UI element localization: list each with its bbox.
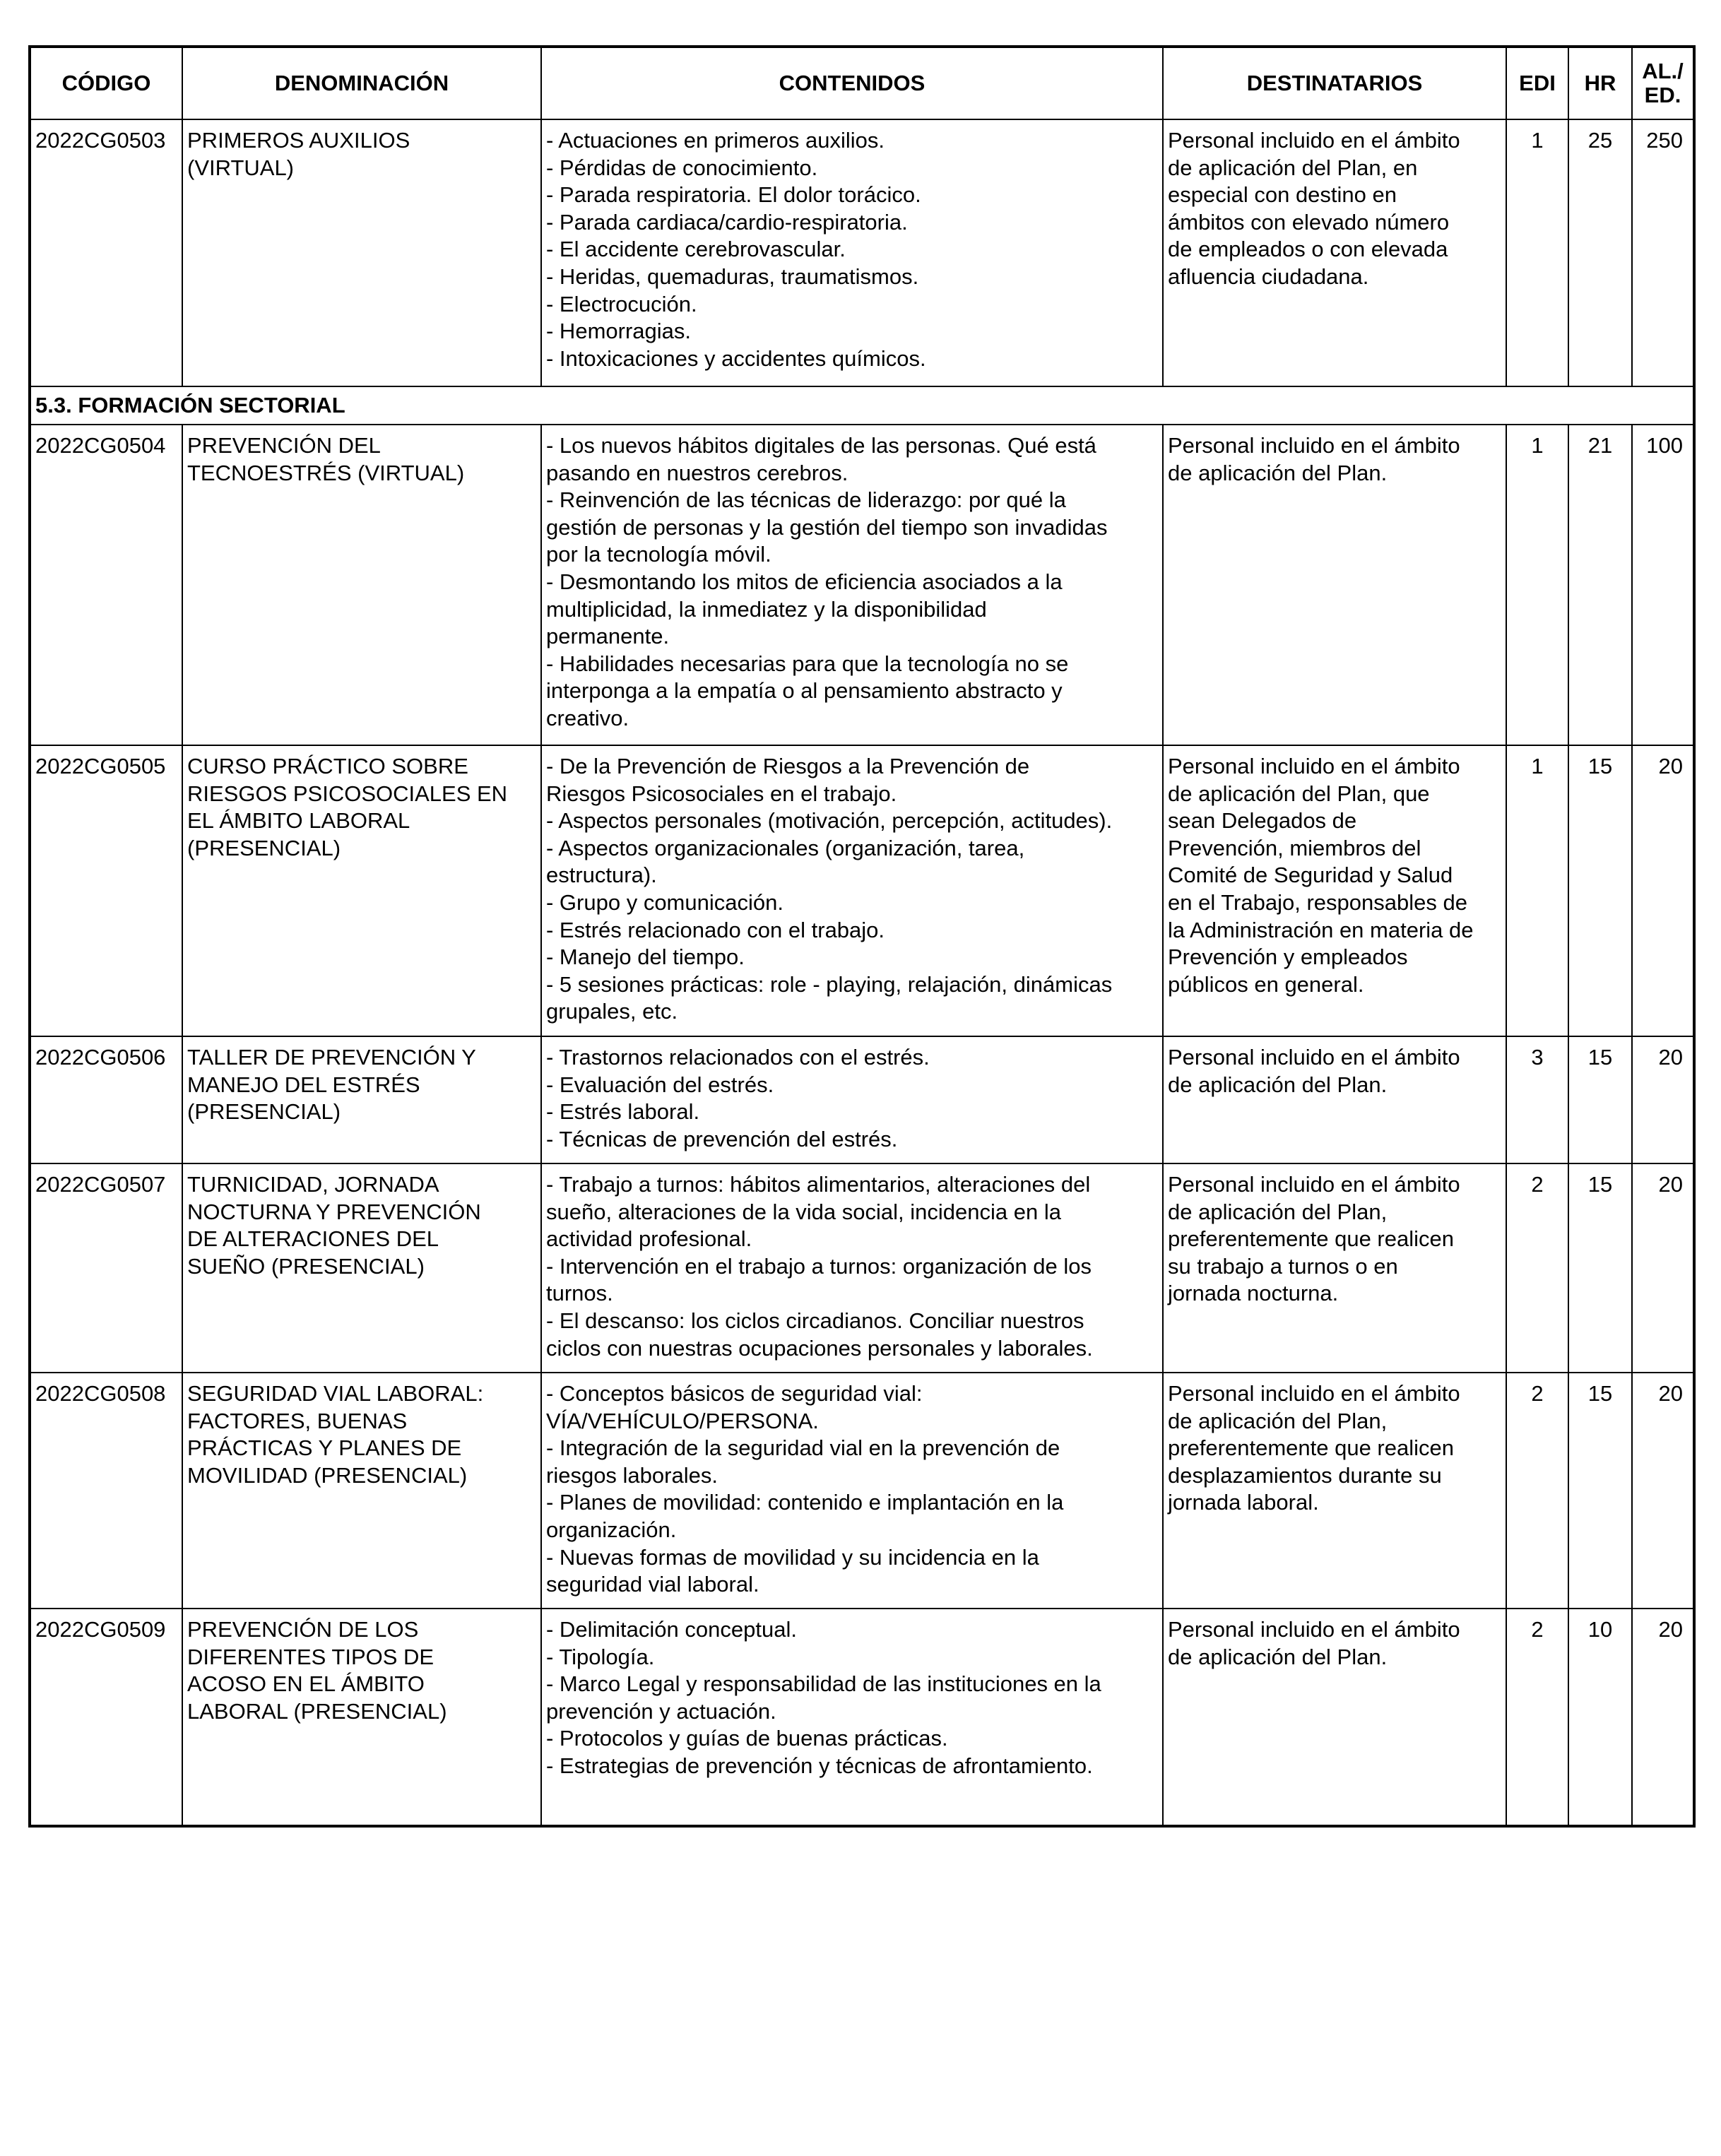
table-row: [30, 119, 1694, 386]
text-line: - Reinvención de las técnicas de liderazgo: por qué la: [546, 487, 1066, 513]
text-line: gestión de personas y la gestión del tiempo son invadidas: [546, 514, 1108, 540]
text-line: Personal incluido en el ámbito: [1168, 1045, 1460, 1070]
text-line: - Intervención en el trabajo a turnos: organización de los: [546, 1253, 1092, 1279]
header-hr: HR: [1568, 47, 1632, 119]
cell-hr: 21: [1568, 425, 1632, 745]
text-line: - Aspectos organizacionales (organización, tarea,: [546, 835, 1025, 860]
text-line: de aplicación del Plan, que: [1168, 781, 1430, 806]
text-line: Riesgos Psicosociales en el trabajo.: [546, 781, 897, 806]
text-line: Personal incluido en el ámbito: [1168, 1617, 1460, 1642]
cell-al-ed: 20: [1632, 1036, 1694, 1163]
text-line: interponga a la empatía o al pensamiento abstracto y: [546, 678, 1063, 704]
cell-contenidos: [541, 119, 1163, 386]
cell-contenidos: [541, 1163, 1163, 1373]
text-line: - Delimitación conceptual.: [546, 1617, 797, 1642]
table-row: [30, 1373, 1694, 1609]
cell-al-ed: 20: [1632, 1163, 1694, 1373]
text-line: - Marco Legal y responsabilidad de las instituciones en la: [546, 1671, 1101, 1697]
text-line: SEGURIDAD VIAL LABORAL:: [187, 1381, 484, 1406]
text-line: PREVENCIÓN DEL: [187, 433, 381, 458]
text-line: Personal incluido en el ámbito: [1168, 128, 1460, 153]
table-row: [30, 425, 1694, 745]
text-line: - Parada cardiaca/cardio-respiratoria.: [546, 209, 908, 235]
text-line: riesgos laborales.: [546, 1462, 718, 1488]
text-line: de aplicación del Plan,: [1168, 1408, 1388, 1433]
cell-denominacion: [182, 745, 541, 1036]
cell-edi: 2: [1506, 1163, 1568, 1373]
text-line: - Heridas, quemaduras, traumatismos.: [546, 263, 919, 289]
text-line: TALLER DE PREVENCIÓN Y: [187, 1045, 476, 1070]
text-line: PRIMEROS AUXILIOS: [187, 128, 410, 153]
text-line: por la tecnología móvil.: [546, 542, 771, 567]
cell-contenidos: [541, 425, 1163, 745]
header-row: [30, 47, 1694, 119]
text-line: preferentemente que realicen: [1168, 1226, 1454, 1252]
cell-destinatarios: [1163, 1163, 1506, 1373]
text-line: de aplicación del Plan.: [1168, 1072, 1388, 1097]
text-line: MOVILIDAD (PRESENCIAL): [187, 1462, 468, 1488]
text-line: su trabajo a turnos o en: [1168, 1253, 1398, 1279]
text-line: - Parada respiratoria. El dolor torácico.: [546, 182, 921, 208]
text-line: - Conceptos básicos de seguridad vial:: [546, 1381, 923, 1406]
header-al-ed: [1632, 47, 1694, 119]
cell-contenidos: [541, 1036, 1163, 1163]
text-line: (PRESENCIAL): [187, 835, 341, 860]
cell-destinatarios: [1163, 1373, 1506, 1609]
text-line: de empleados o con elevada: [1168, 237, 1448, 262]
cell-codigo: 2022CG0504: [30, 425, 182, 745]
text-line: jornada nocturna.: [1168, 1281, 1339, 1306]
text-line: (PRESENCIAL): [187, 1099, 341, 1125]
cell-edi: 2: [1506, 1373, 1568, 1609]
section-title: 5.3. FORMACIÓN SECTORIAL: [30, 386, 1694, 425]
cell-hr: 15: [1568, 745, 1632, 1036]
text-line: LABORAL (PRESENCIAL): [187, 1698, 447, 1724]
text-line: de aplicación del Plan.: [1168, 460, 1388, 485]
cell-al-ed: 250: [1632, 119, 1694, 386]
text-line: CURSO PRÁCTICO SOBRE: [187, 754, 468, 778]
cell-codigo: 2022CG0503: [30, 119, 182, 386]
cell-hr: 15: [1568, 1036, 1632, 1163]
text-line: de aplicación del Plan,: [1168, 1199, 1388, 1224]
text-line: Personal incluido en el ámbito: [1168, 754, 1460, 778]
text-line: creativo.: [546, 705, 629, 730]
text-line: ACOSO EN EL ÁMBITO: [187, 1671, 425, 1697]
header-codigo: CÓDIGO: [30, 47, 182, 119]
text-line: - Pérdidas de conocimiento.: [546, 155, 818, 180]
cell-edi: 1: [1506, 745, 1568, 1036]
cell-codigo: 2022CG0505: [30, 745, 182, 1036]
text-line: permanente.: [546, 624, 670, 649]
cell-destinatarios: [1163, 1036, 1506, 1163]
cell-destinatarios: [1163, 119, 1506, 386]
cell-denominacion: [182, 1036, 541, 1163]
text-line: - Técnicas de prevención del estrés.: [546, 1126, 898, 1151]
text-line: sueño, alteraciones de la vida social, incidencia en la: [546, 1199, 1061, 1224]
text-line: - El accidente cerebrovascular.: [546, 237, 846, 262]
cell-destinatarios: [1163, 425, 1506, 745]
text-line: PREVENCIÓN DE LOS: [187, 1617, 419, 1642]
cell-contenidos: [541, 1373, 1163, 1609]
text-line: - Protocolos y guías de buenas prácticas.: [546, 1726, 948, 1751]
courses-table: [28, 45, 1696, 1828]
text-line: organización.: [546, 1517, 677, 1542]
text-line: grupales, etc.: [546, 999, 678, 1024]
header-contenidos: CONTENIDOS: [541, 47, 1163, 119]
cell-codigo: 2022CG0509: [30, 1609, 182, 1826]
cell-denominacion: [182, 119, 541, 386]
cell-edi: 1: [1506, 119, 1568, 386]
text-line: Personal incluido en el ámbito: [1168, 1172, 1460, 1197]
cell-al-ed: 20: [1632, 1373, 1694, 1609]
text-line: TECNOESTRÉS (VIRTUAL): [187, 460, 465, 485]
text-line: SUEÑO (PRESENCIAL): [187, 1253, 425, 1279]
text-line: FACTORES, BUENAS: [187, 1408, 408, 1433]
cell-codigo: 2022CG0506: [30, 1036, 182, 1163]
cell-denominacion: [182, 1373, 541, 1609]
text-line: MANEJO DEL ESTRÉS: [187, 1072, 420, 1097]
text-line: Prevención, miembros del: [1168, 835, 1421, 860]
text-line: actividad profesional.: [546, 1226, 752, 1252]
text-line: jornada laboral.: [1168, 1490, 1319, 1515]
cell-hr: 15: [1568, 1163, 1632, 1373]
text-line: desplazamientos durante su: [1168, 1462, 1442, 1488]
text-line: especial con destino en: [1168, 182, 1397, 208]
cell-destinatarios: [1163, 1609, 1506, 1826]
cell-edi: 3: [1506, 1036, 1568, 1163]
text-line: - Desmontando los mitos de eficiencia asociados a la: [546, 569, 1063, 594]
cell-denominacion: [182, 1163, 541, 1373]
text-line: de aplicación del Plan, en: [1168, 155, 1418, 180]
text-line: estructura).: [546, 863, 657, 888]
cell-hr: 25: [1568, 119, 1632, 386]
text-line: DE ALTERACIONES DEL: [187, 1226, 439, 1252]
text-line: - 5 sesiones prácticas: role - playing, relajación, dinámicas: [546, 971, 1113, 997]
text-line: - De la Prevención de Riesgos a la Prevención de: [546, 754, 1030, 778]
text-line: - Los nuevos hábitos digitales de las personas. Qué está: [546, 433, 1096, 458]
text-line: DIFERENTES TIPOS DE: [187, 1644, 434, 1669]
text-line: - Estrategias de prevención y técnicas de afrontamiento.: [546, 1753, 1093, 1778]
cell-edi: 1: [1506, 425, 1568, 745]
text-line: preferentemente que realicen: [1168, 1435, 1454, 1461]
header-destinatarios: DESTINATARIOS: [1163, 47, 1506, 119]
text-line: NOCTURNA Y PREVENCIÓN: [187, 1199, 481, 1224]
text-line: públicos en general.: [1168, 971, 1364, 997]
text-line: ámbitos con elevado número: [1168, 209, 1450, 235]
text-line: PRÁCTICAS Y PLANES DE: [187, 1435, 462, 1461]
cell-al-ed: 20: [1632, 745, 1694, 1036]
text-line: Personal incluido en el ámbito: [1168, 1381, 1460, 1406]
text-line: afluencia ciudadana.: [1168, 263, 1369, 289]
cell-destinatarios: [1163, 745, 1506, 1036]
text-line: - Trastornos relacionados con el estrés.: [546, 1045, 930, 1070]
text-line: - Trabajo a turnos: hábitos alimentarios, alteraciones del: [546, 1172, 1091, 1197]
text-line: Personal incluido en el ámbito: [1168, 433, 1460, 458]
text-line: - El descanso: los ciclos circadianos. Conciliar nuestros: [546, 1308, 1084, 1333]
text-line: - Grupo y comunicación.: [546, 889, 783, 915]
header-denominacion: DENOMINACIÓN: [182, 47, 541, 119]
table-row: [30, 1163, 1694, 1373]
table-row: [30, 1036, 1694, 1163]
text-line: sean Delegados de: [1168, 808, 1357, 834]
text-line: - Habilidades necesarias para que la tecnología no se: [546, 651, 1069, 676]
text-line: la Administración en materia de: [1168, 917, 1474, 942]
text-line: prevención y actuación.: [546, 1698, 776, 1724]
text-line: - Hemorragias.: [546, 319, 691, 344]
cell-contenidos: [541, 1609, 1163, 1826]
cell-hr: 15: [1568, 1373, 1632, 1609]
cell-hr: 10: [1568, 1609, 1632, 1826]
text-line: - Manejo del tiempo.: [546, 944, 745, 970]
cell-contenidos: [541, 745, 1163, 1036]
text-line: Prevención y empleados: [1168, 944, 1408, 970]
text-line: EL ÁMBITO LABORAL: [187, 808, 410, 834]
text-line: - Integración de la seguridad vial en la prevención de: [546, 1435, 1060, 1461]
text-line: - Nuevas formas de movilidad y su incidencia en la: [546, 1544, 1039, 1570]
table-row: [30, 1609, 1694, 1826]
text-line: - Electrocución.: [546, 291, 697, 316]
text-line: ciclos con nuestras ocupaciones personales y laborales.: [546, 1335, 1093, 1361]
text-line: en el Trabajo, responsables de: [1168, 889, 1467, 915]
text-line: Comité de Seguridad y Salud: [1168, 863, 1453, 888]
cell-codigo: 2022CG0508: [30, 1373, 182, 1609]
text-line: - Planes de movilidad: contenido e implantación en la: [546, 1490, 1064, 1515]
text-line: TURNICIDAD, JORNADA: [187, 1172, 439, 1197]
text-line: - Estrés relacionado con el trabajo.: [546, 917, 885, 942]
text-line: pasando en nuestros cerebros.: [546, 460, 848, 485]
text-line: multiplicidad, la inmediatez y la disponibilidad: [546, 596, 987, 622]
table-row: [30, 745, 1694, 1036]
cell-denominacion: [182, 425, 541, 745]
text-line: - Evaluación del estrés.: [546, 1072, 774, 1097]
text-line: - Actuaciones en primeros auxilios.: [546, 128, 885, 153]
section-row: [30, 386, 1694, 425]
text-line: RIESGOS PSICOSOCIALES EN: [187, 781, 508, 806]
cell-al-ed: 100: [1632, 425, 1694, 745]
cell-codigo: 2022CG0507: [30, 1163, 182, 1373]
text-line: - Estrés laboral.: [546, 1099, 700, 1125]
text-line: - Tipología.: [546, 1644, 655, 1669]
header-edi: EDI: [1506, 47, 1568, 119]
text-line: ED.: [1644, 83, 1681, 107]
cell-denominacion: [182, 1609, 541, 1826]
text-line: - Aspectos personales (motivación, percepción, actitudes).: [546, 808, 1113, 834]
text-line: AL./: [1642, 59, 1684, 83]
text-line: VÍA/VEHÍCULO/PERSONA.: [546, 1408, 819, 1433]
text-line: de aplicación del Plan.: [1168, 1644, 1388, 1669]
cell-al-ed: 20: [1632, 1609, 1694, 1826]
text-line: turnos.: [546, 1281, 613, 1306]
text-line: (VIRTUAL): [187, 155, 295, 180]
text-line: seguridad vial laboral.: [546, 1572, 759, 1597]
text-line: - Intoxicaciones y accidentes químicos.: [546, 345, 926, 371]
cell-edi: 2: [1506, 1609, 1568, 1826]
